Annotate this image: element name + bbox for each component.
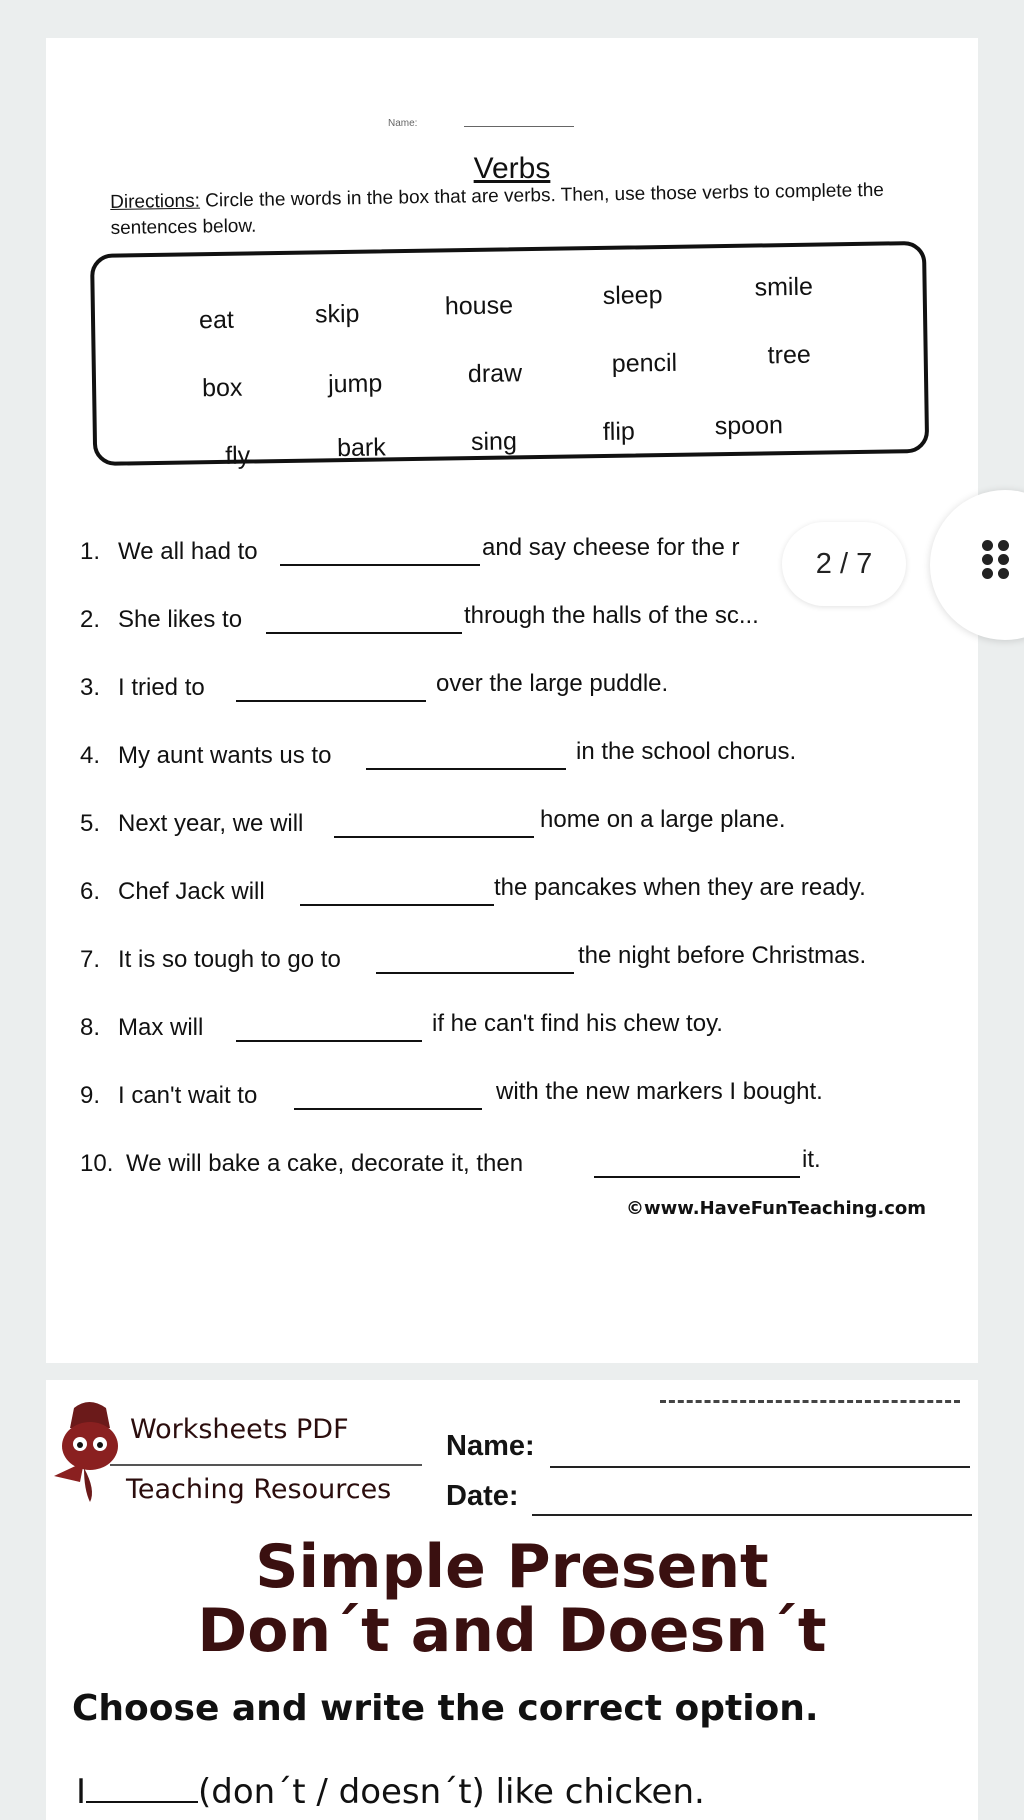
directions-label: Directions: bbox=[110, 190, 201, 213]
word: sing bbox=[470, 427, 518, 457]
question-text-end: the pancakes when they are ready. bbox=[494, 874, 866, 901]
question-number: 2. bbox=[80, 606, 101, 633]
question-text: Max will bbox=[118, 1014, 204, 1041]
dot bbox=[998, 568, 1009, 579]
exercise-text: (don´t / doesn´t) like chicken. bbox=[198, 1772, 705, 1812]
brand-underline bbox=[110, 1464, 422, 1466]
answer-blank bbox=[280, 564, 480, 566]
question-number: 3. bbox=[80, 674, 101, 701]
question-text-end: home on a large plane. bbox=[540, 806, 786, 833]
question-text: Chef Jack will bbox=[118, 878, 265, 905]
answer-blank bbox=[594, 1176, 800, 1178]
worksheet-title: Verbs bbox=[473, 152, 551, 185]
word: eat bbox=[198, 305, 235, 335]
question-text: We will bake a cake, decorate it, then bbox=[126, 1150, 524, 1177]
question-text-end: with the new markers I bought. bbox=[496, 1078, 823, 1105]
word: house bbox=[444, 291, 514, 321]
question-text-end: through the halls of the sc... bbox=[464, 602, 759, 629]
question-number: 7. bbox=[80, 946, 101, 973]
name-field-top bbox=[388, 118, 588, 132]
word: bark bbox=[336, 433, 386, 463]
question-text-end: it. bbox=[802, 1146, 821, 1173]
dot bbox=[998, 554, 1009, 565]
question-text: We all had to bbox=[118, 538, 258, 565]
copyright-text: ©www.HaveFunTeaching.com bbox=[626, 1198, 926, 1219]
answer-blank bbox=[236, 1040, 422, 1042]
word: jump bbox=[327, 369, 383, 399]
question-number: 8. bbox=[80, 1014, 101, 1041]
answer-blank bbox=[376, 972, 574, 974]
question-text-end: the night before Christmas. bbox=[578, 942, 867, 969]
name-rule bbox=[464, 126, 574, 127]
question-text: My aunt wants us to bbox=[118, 742, 332, 769]
instruction-text: Choose and write the correct option. bbox=[72, 1688, 819, 1729]
title-simple-present: Simple Present bbox=[255, 1532, 769, 1602]
directions-text: Circle the words in the box that are verbs. Then, use those verbs to complete the sentences below. bbox=[110, 179, 885, 239]
word: spoon bbox=[714, 411, 784, 441]
word: tree bbox=[767, 340, 811, 370]
word: skip bbox=[314, 299, 360, 329]
question-number: 5. bbox=[80, 810, 101, 837]
dot bbox=[982, 554, 993, 565]
question-number: 9. bbox=[80, 1082, 101, 1109]
word: box bbox=[201, 373, 243, 403]
page-indicator: 2 / 7 bbox=[782, 522, 906, 606]
exercise-subject: I bbox=[76, 1772, 87, 1812]
question-number: 1. bbox=[80, 538, 101, 565]
dot bbox=[982, 568, 993, 579]
question-text: She likes to bbox=[118, 606, 243, 633]
answer-blank bbox=[300, 904, 494, 906]
question-text-end: over the large puddle. bbox=[436, 670, 669, 697]
dot bbox=[982, 540, 993, 551]
answer-blank bbox=[294, 1108, 482, 1110]
question-text: I can't wait to bbox=[118, 1082, 258, 1109]
exercise-item bbox=[76, 1772, 705, 1812]
word-box bbox=[90, 241, 929, 470]
name-label-2: Name: bbox=[446, 1430, 535, 1462]
title-dont-doesnt: Don´t and Doesn´t bbox=[197, 1596, 827, 1666]
question-text: Next year, we will bbox=[118, 810, 304, 837]
answer-blank bbox=[86, 1773, 198, 1803]
word: draw bbox=[467, 359, 523, 389]
question-number: 4. bbox=[80, 742, 101, 769]
answer-blank bbox=[236, 700, 426, 702]
date-line bbox=[532, 1514, 972, 1516]
question-text: I tried to bbox=[118, 674, 205, 701]
question-number: 6. bbox=[80, 878, 101, 905]
answer-blank bbox=[334, 836, 534, 838]
question-number: 10. bbox=[80, 1150, 114, 1177]
name-line bbox=[550, 1466, 970, 1468]
brand-teaching-resources: Teaching Resources bbox=[126, 1474, 392, 1505]
word: flip bbox=[602, 417, 636, 446]
dashed-divider bbox=[660, 1400, 960, 1403]
word: smile bbox=[754, 272, 814, 302]
word: fly bbox=[224, 441, 251, 470]
question-text-end: and say cheese for the r bbox=[482, 534, 740, 561]
word: pencil bbox=[611, 348, 678, 378]
brand-worksheets-pdf: Worksheets PDF bbox=[130, 1414, 349, 1445]
question-text-end: in the school chorus. bbox=[576, 738, 797, 765]
name-label: Name: bbox=[388, 118, 418, 129]
answer-blank bbox=[266, 632, 462, 634]
word: sleep bbox=[602, 281, 663, 310]
date-label: Date: bbox=[446, 1480, 519, 1512]
question-text-end: if he can't find his chew toy. bbox=[432, 1010, 723, 1037]
owl-mascot-icon bbox=[44, 1398, 134, 1508]
question-text: It is so tough to go to bbox=[118, 946, 341, 973]
answer-blank bbox=[366, 768, 566, 770]
dot bbox=[998, 540, 1009, 551]
